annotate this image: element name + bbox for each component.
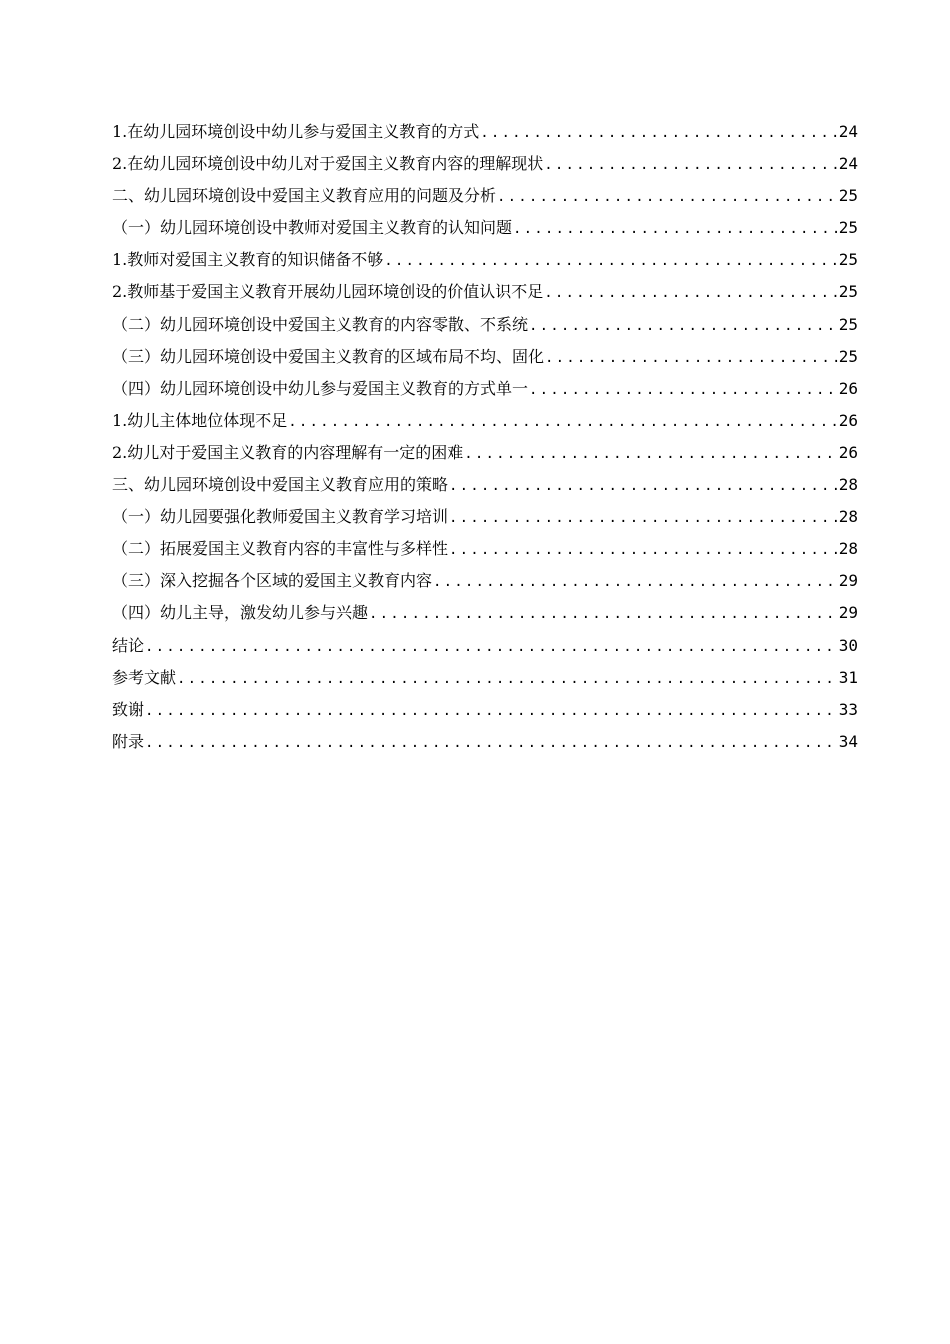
toc-entry-title: 二、幼儿园环境创设中爱国主义教育应用的问题及分析	[112, 186, 497, 206]
toc-entry[interactable]	[112, 148, 858, 180]
toc-page-number: 25	[838, 218, 858, 238]
toc-entry-title: （三）深入挖掘各个区域的爱国主义教育内容	[112, 571, 433, 591]
toc-entry[interactable]	[112, 341, 858, 373]
toc-dot-leader	[479, 117, 838, 148]
toc-entry-title: 1.教师对爱国主义教育的知识储备不够	[112, 250, 384, 270]
toc-entry[interactable]	[112, 437, 858, 469]
toc-dot-leader	[544, 342, 839, 373]
toc-entry[interactable]	[112, 373, 858, 405]
toc-dot-leader	[176, 663, 839, 694]
toc-page-number: 26	[838, 410, 858, 430]
toc-entry-title: （一）幼儿园环境创设中教师对爱国主义教育的认知问题	[112, 218, 513, 238]
toc-dot-leader	[432, 566, 839, 597]
toc-entry-title: 2.幼儿对于爱国主义教育的内容理解有一定的困难	[112, 442, 464, 462]
toc-page-number: 25	[838, 186, 858, 206]
toc-dot-leader	[463, 438, 838, 469]
toc-entry-title: （四）幼儿主导，激发幼儿参与兴趣	[112, 603, 369, 623]
toc-entry[interactable]	[112, 212, 858, 244]
toc-entry[interactable]	[112, 276, 858, 308]
toc-entry[interactable]	[112, 533, 858, 565]
toc-entry[interactable]	[112, 116, 858, 148]
toc-entry[interactable]	[112, 630, 858, 662]
toc-page-number: 33	[838, 699, 858, 719]
toc-dot-leader	[528, 310, 839, 341]
toc-entry-title: 2.在幼儿园环境创设中幼儿对于爱国主义教育内容的理解现状	[112, 154, 544, 174]
toc-entry[interactable]	[112, 405, 858, 437]
toc-page-number: 28	[838, 475, 858, 495]
toc-entry[interactable]	[112, 662, 858, 694]
toc-dot-leader	[448, 470, 839, 501]
toc-page-number: 28	[838, 539, 858, 559]
toc-entry-title: （三）幼儿园环境创设中爱国主义教育的区域布局不均、固化	[112, 346, 545, 366]
toc-dot-leader	[368, 598, 839, 629]
toc-page-number: 26	[838, 378, 858, 398]
toc-entry-title: （二）拓展爱国主义教育内容的丰富性与多样性	[112, 539, 449, 559]
toc-page-number: 25	[838, 346, 858, 366]
toc-entry-title: 结论	[112, 635, 145, 655]
toc-entry[interactable]	[112, 501, 858, 533]
toc-page-number: 24	[838, 122, 858, 141]
toc-entry[interactable]	[112, 180, 858, 212]
toc-entry[interactable]	[112, 469, 858, 501]
toc-entry[interactable]	[112, 597, 858, 629]
table-of-contents	[112, 116, 858, 758]
toc-dot-leader	[448, 502, 839, 533]
toc-page-number: 25	[838, 282, 858, 302]
toc-page-number: 25	[838, 314, 858, 334]
toc-entry[interactable]	[112, 244, 858, 276]
toc-entry[interactable]	[112, 565, 858, 597]
toc-entry-title: 1.幼儿主体地位体现不足	[112, 410, 288, 430]
toc-page-number: 26	[838, 442, 858, 462]
toc-entry[interactable]	[112, 726, 858, 758]
toc-entry-title: 附录	[112, 731, 145, 751]
toc-dot-leader	[543, 149, 838, 180]
toc-dot-leader	[383, 245, 838, 276]
toc-dot-leader	[287, 406, 838, 437]
toc-dot-leader	[528, 374, 839, 405]
toc-dot-leader	[144, 727, 839, 758]
toc-entry-title: 2.教师基于爱国主义教育开展幼儿园环境创设的价值认识不足	[112, 282, 544, 302]
toc-dot-leader	[144, 695, 839, 726]
toc-entry[interactable]	[112, 309, 858, 341]
toc-dot-leader	[144, 631, 839, 662]
toc-page-number: 25	[838, 250, 858, 270]
toc-dot-leader	[448, 534, 839, 565]
toc-entry-title: （二）幼儿园环境创设中爱国主义教育的内容零散、不系统	[112, 314, 529, 334]
toc-dot-leader	[512, 213, 839, 244]
toc-entry-title: 参考文献	[112, 667, 177, 687]
toc-entry-title: 三、幼儿园环境创设中爱国主义教育应用的策略	[112, 475, 449, 495]
toc-entry[interactable]	[112, 694, 858, 726]
toc-entry-title: 致谢	[112, 699, 145, 719]
toc-dot-leader	[496, 181, 839, 212]
toc-page-number: 24	[838, 154, 858, 174]
toc-dot-leader	[543, 277, 838, 308]
toc-page-number: 34	[838, 731, 858, 751]
toc-page-number: 31	[838, 667, 858, 687]
toc-entry-title: （一）幼儿园要强化教师爱国主义教育学习培训	[112, 507, 449, 527]
toc-page-number: 30	[838, 635, 858, 655]
toc-entry-title: 1.在幼儿园环境创设中幼儿参与爱国主义教育的方式	[112, 122, 480, 141]
toc-page-number: 29	[838, 603, 858, 623]
toc-page-number: 28	[838, 507, 858, 527]
toc-page-number: 29	[838, 571, 858, 591]
toc-entry-title: （四）幼儿园环境创设中幼儿参与爱国主义教育的方式单一	[112, 378, 529, 398]
